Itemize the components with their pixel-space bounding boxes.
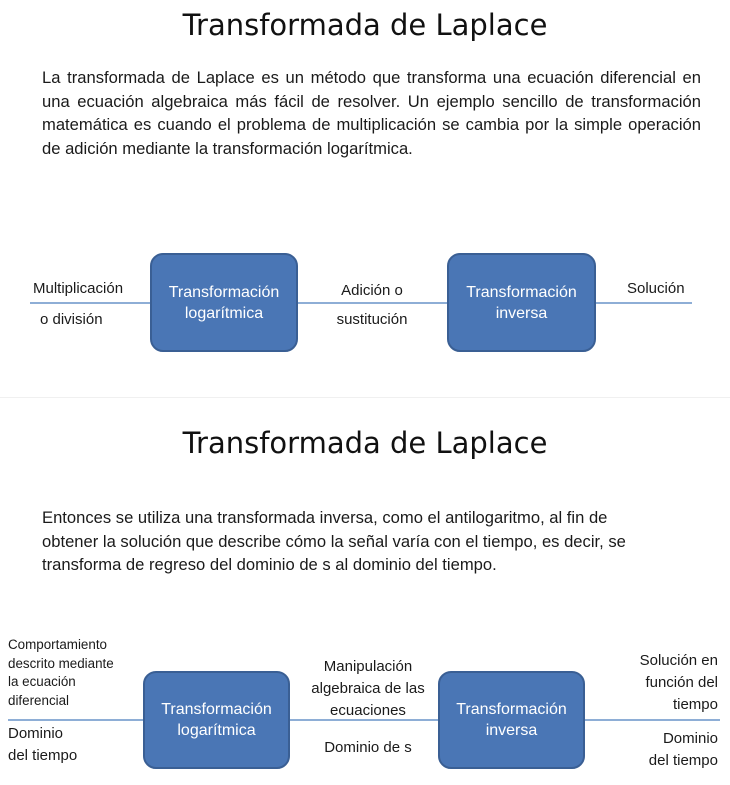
input-domain-line: Dominio: [8, 725, 64, 742]
input-desc-line: la ecuación: [8, 674, 76, 689]
input-desc-line: diferencial: [8, 692, 70, 708]
middle-description: [298, 656, 438, 722]
box-label: Transformación inversa: [456, 701, 567, 739]
middle-desc-line: Manipulación: [323, 658, 413, 675]
middle-desc-line: algebraica de las: [311, 680, 425, 697]
input-label-bottom: o división: [40, 311, 103, 328]
slide-2-paragraph: Entonces se utiliza una transformada inversa, como el antilogaritmo, al fin de obtener la solución que describe cómo la señal varía con el tiempo, es decir, se transforma de regreso del dominio de s al dominio del tiempo.: [42, 508, 626, 574]
input-desc-line: descrito mediante: [8, 655, 114, 671]
slide-1-title: Transformada de Laplace: [182, 8, 548, 42]
output-domain: [598, 728, 718, 772]
box-transformacion-inversa: [447, 253, 596, 352]
box-transformacion-inversa: [438, 671, 585, 769]
box-label: Transformación logarítmica: [168, 283, 280, 322]
slide-divider: [0, 397, 730, 398]
input-label-top: Multiplicación: [33, 280, 124, 297]
middle-desc-line: ecuaciones: [330, 702, 406, 719]
output-domain-line: Dominio: [662, 730, 718, 747]
slide-1-paragraph: La transformada de Laplace es un método que transforma una ecuación diferencial en una ecuación algebraica más fácil de resolver. Un ejemplo sencillo de transformación matemática es cuando el problema de multiplicación se cambia por la simple operación de adición mediante la transformación logarítmica.: [42, 68, 701, 158]
box-transformacion-logaritmica: [143, 671, 290, 769]
input-domain: [8, 723, 128, 767]
middle-label-bottom: sustitución: [336, 311, 408, 328]
slide-2: [0, 400, 730, 785]
input-description: [8, 636, 138, 710]
output-desc-line: Solución en: [639, 652, 718, 669]
box-label: Transformación logarítmica: [161, 701, 272, 739]
output-desc-line: función del: [645, 674, 718, 691]
output-description: [598, 650, 718, 716]
input-desc-line: Comportamiento: [8, 637, 107, 652]
output-label: Solución: [627, 280, 685, 297]
box-label: Transformación inversa: [466, 283, 577, 322]
middle-domain: Dominio de s: [324, 739, 412, 756]
slide-2-title: Transformada de Laplace: [182, 426, 548, 460]
input-domain-line: del tiempo: [8, 747, 78, 764]
box-transformacion-logaritmica: [150, 253, 298, 352]
output-domain-line: del tiempo: [648, 752, 718, 769]
output-desc-line: tiempo: [672, 696, 718, 713]
middle-label-top: Adición o: [341, 282, 403, 299]
